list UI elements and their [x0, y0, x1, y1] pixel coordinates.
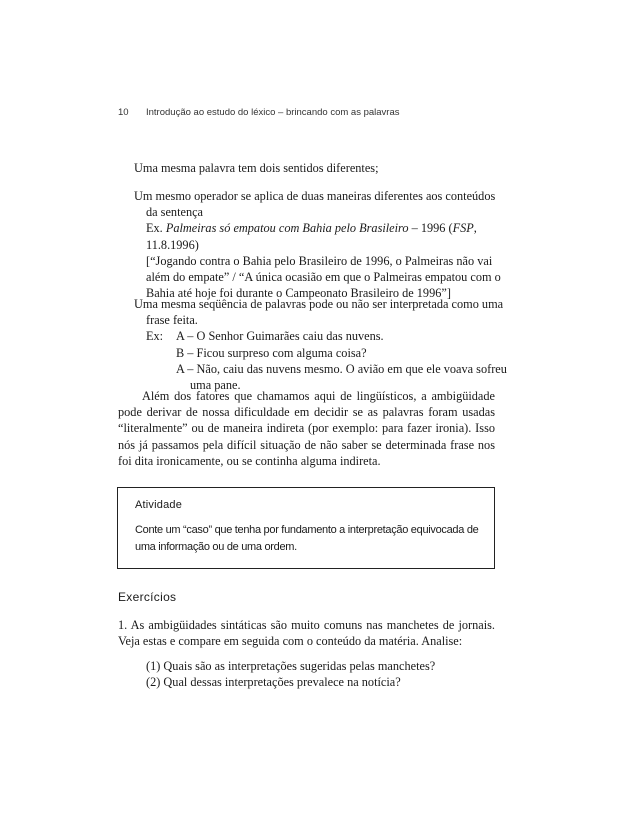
paragraph-fatores: Além dos fatores que chamamos aqui de lingüísticos, a ambigüidade pode derivar de nossa dificuldade em decidir se as palavras foram usadas “literalmente” ou de maneira indireta (por exemplo: para fazer ironia). Isso nós já passamos pela difícil situação de não saber se determinada frase nos foi dita ironicamente, ou se continha alguma indireta.: [118, 389, 495, 468]
activity-title: Atividade: [135, 499, 183, 511]
dialogue-line-3: A – Não, caiu das nuvens mesmo. O avião em que ele voava sofreu uma pane.: [176, 361, 507, 393]
dialogue-line: [134, 328, 509, 344]
activity-box: [117, 487, 495, 569]
paragraph-sequencia: [134, 296, 509, 393]
question-1: (1) Quais são as interpretações sugeridas pelas manchetes?: [146, 659, 436, 673]
exercises-heading: Exercícios: [118, 590, 177, 604]
exercise-questions: [146, 658, 486, 690]
running-title: Introdução ao estudo do léxico – brincando com as palavras: [146, 107, 400, 118]
example-source: FSP: [452, 221, 474, 236]
question-2: (2) Qual dessas interpretações prevalece na notícia?: [146, 675, 401, 690]
dialogue-line-1: A – O Senhor Guimarães caiu das nuvens.: [176, 329, 384, 344]
paragraph-operador: [134, 188, 509, 301]
activity-text: Conte um “caso” que tenha por fundamento a interpretação equivocada de uma informação ou de uma ordem.: [135, 524, 479, 553]
example-label: Ex:: [146, 329, 164, 344]
operador-text: Um mesmo operador se aplica de duas maneiras diferentes aos conteúdos da sentença: [134, 189, 496, 220]
example-prefix: Ex.: [146, 221, 166, 236]
exercise-item-1: 1. As ambigüidades sintáticas são muito comuns nas manchetes de jornais. Veja estas e compare em seguida com o conteúdo da matéria. Analise:: [118, 618, 495, 649]
operador-quote: [“Jogando contra o Bahia pelo Brasileiro de 1996, o Palmeiras não vai além do empate” / “A única ocasião em que o Palmeiras empatou com o Bahia até hoje foi durante o Campeonato Brasileiro de 1996”]: [146, 253, 501, 301]
example-date: , 11.8.1996): [146, 221, 477, 252]
example-headline: Palmeiras só empatou com Bahia pelo Brasileiro: [165, 221, 409, 236]
running-header: [118, 107, 400, 118]
operador-example: [134, 220, 509, 252]
sequencia-text: Uma mesma seqüência de palavras pode ou não ser interpretada como uma frase feita.: [134, 297, 504, 328]
dialogue-line-2: B – Ficou surpreso com alguma coisa?: [176, 345, 367, 360]
paragraph-sentidos: Uma mesma palavra tem dois sentidos diferentes;: [134, 161, 379, 175]
page-number: 10: [118, 107, 129, 118]
example-year: – 1996 (: [408, 221, 453, 236]
